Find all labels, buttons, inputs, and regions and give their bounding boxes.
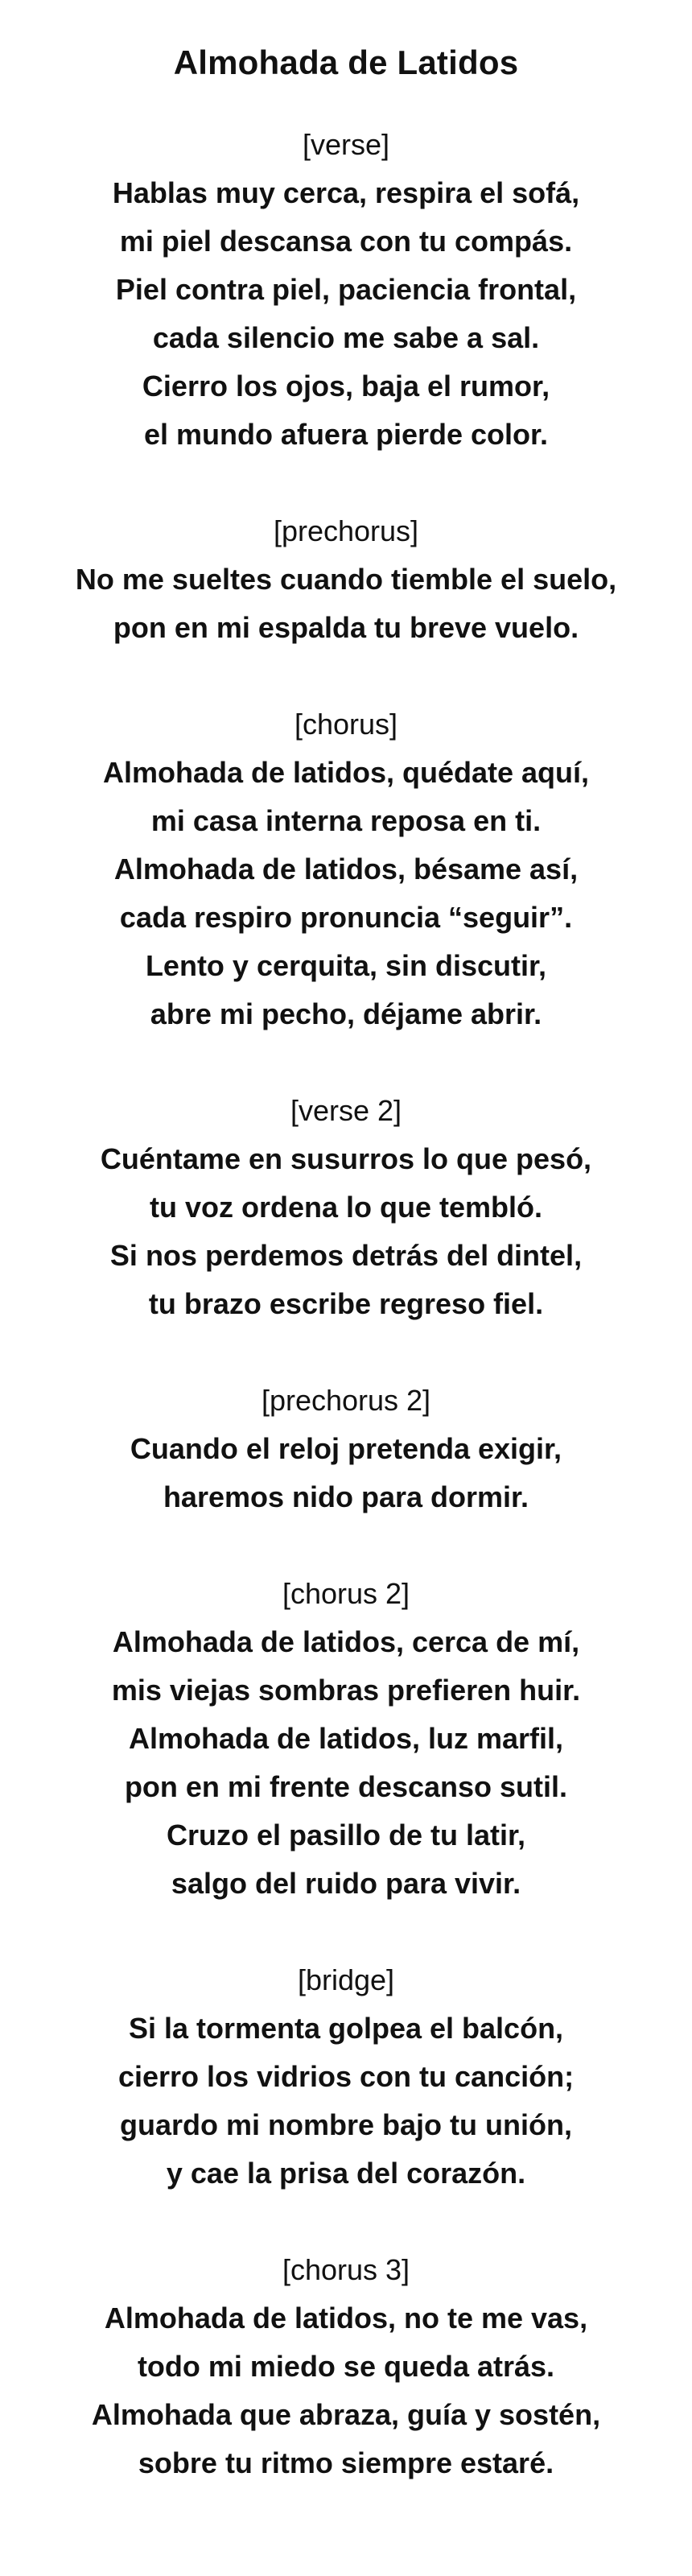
section-label: [chorus] [294, 708, 398, 741]
lyric-line: guardo mi nombre bajo tu unión, [120, 2108, 572, 2141]
lyric-line: Lento y cerquita, sin discutir, [145, 949, 547, 982]
lyric-line: Almohada de latidos, cerca de mí, [112, 1625, 580, 1658]
lyric-line: cada silencio me sabe a sal. [152, 321, 540, 354]
lyric-line: todo mi miedo se queda atrás. [137, 2350, 555, 2383]
lyric-line: Cierro los ojos, baja el rumor, [142, 369, 550, 402]
lyric-line: Cuéntame en susurros lo que pesó, [100, 1142, 592, 1175]
section-label: [bridge] [297, 1963, 395, 1996]
lyric-line: mis viejas sombras prefieren huir. [111, 1674, 581, 1707]
lyric-line: el mundo afuera pierde color. [143, 418, 549, 451]
lyrics-section [0, 507, 692, 652]
lyric-line: Si la tormenta golpea el balcón, [128, 2012, 564, 2045]
lyric-line: Cuando el reloj pretenda exigir, [130, 1432, 562, 1465]
lyric-line: tu voz ordena lo que tembló. [149, 1191, 543, 1224]
lyrics-section [0, 121, 692, 459]
lyric-line: abre mi pecho, déjame abrir. [150, 997, 542, 1030]
lyric-line: Almohada que abraza, guía y sostén, [91, 2398, 601, 2431]
lyrics-section [0, 1570, 692, 1908]
lyrics-body [0, 121, 692, 2487]
lyric-line: haremos nido para dormir. [163, 1480, 529, 1513]
lyric-line: cierro los vidrios con tu canción; [117, 2060, 575, 2093]
lyrics-section [0, 1087, 692, 1328]
section-label: [verse 2] [290, 1094, 402, 1127]
lyrics-section [0, 2246, 692, 2487]
lyric-line: tu brazo escribe regreso fiel. [148, 1287, 544, 1320]
lyric-line: Hablas muy cerca, respira el sofá, [112, 176, 580, 209]
lyric-line: salgo del ruido para vivir. [171, 1867, 521, 1900]
section-label: [prechorus 2] [261, 1384, 431, 1417]
lyric-line: mi casa interna reposa en ti. [150, 804, 542, 837]
lyric-line: Almohada de latidos, quédate aquí, [102, 756, 590, 789]
lyric-line: Cruzo el pasillo de tu latir, [166, 1818, 526, 1852]
section-label: [prechorus] [273, 514, 419, 547]
lyric-line: Piel contra piel, paciencia frontal, [115, 273, 577, 306]
lyric-line: Almohada de latidos, luz marfil, [128, 1722, 564, 1755]
lyrics-section [0, 700, 692, 1038]
lyric-line: Almohada de latidos, no te me vas, [104, 2301, 588, 2334]
lyric-line: pon en mi espalda tu breve vuelo. [113, 611, 579, 644]
lyric-line: sobre tu ritmo siempre estaré. [138, 2446, 554, 2479]
section-label: [verse] [302, 128, 390, 161]
song-title: Almohada de Latidos [173, 43, 519, 81]
lyric-line: No me sueltes cuando tiemble el suelo, [75, 563, 617, 596]
lyric-line: Almohada de latidos, bésame así, [113, 852, 579, 886]
section-label: [chorus 3] [282, 2253, 410, 2286]
lyric-line: mi piel descansa con tu compás. [119, 225, 573, 258]
lyrics-section [0, 1956, 692, 2198]
lyric-line: Si nos perdemos detrás del dintel, [109, 1239, 583, 1272]
section-label: [chorus 2] [282, 1577, 410, 1610]
lyric-line: pon en mi frente descanso sutil. [124, 1770, 568, 1803]
lyrics-section [0, 1377, 692, 1521]
lyric-line: cada respiro pronuncia “seguir”. [119, 901, 573, 934]
lyric-line: y cae la prisa del corazón. [166, 2157, 526, 2190]
